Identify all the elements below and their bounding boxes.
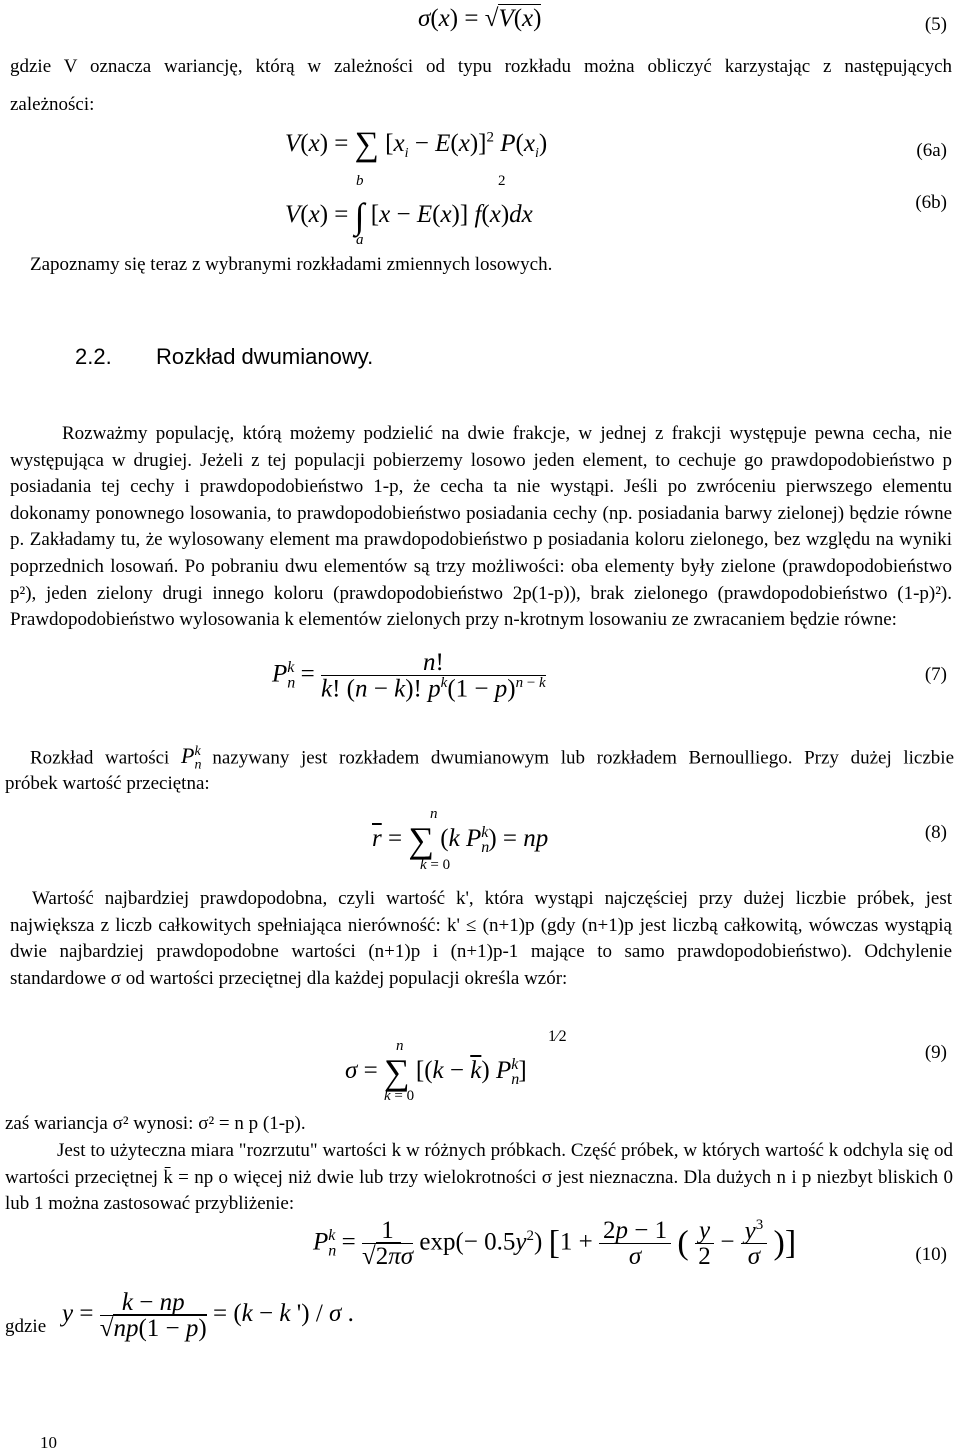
variance-line: zaś wariancja σ² wynosi: σ² = n p (1-p). [5, 1113, 306, 1134]
page-number: 10 [40, 1433, 57, 1452]
equation-number-6b: (6b) [915, 192, 947, 213]
sum-lower-k0: k = 0 [420, 857, 451, 873]
section-heading [75, 344, 373, 370]
equation-7: $P_n^k$ = $\frac{n!}{k! (n - k)! p^k(1 - p)^{n - k}}$ [272, 649, 546, 703]
equation-8: $\overline{r}$ = ∑ (k $P_n^k$) = np [372, 820, 549, 860]
section-number: 2.2. [75, 344, 112, 369]
equation-10: $P_n^k$ = $\frac{1}{√2\pi\sigma}$ $\exp(- 0.5y^2)$ [1 + $\frac{2p - 1}{\sigma}$ ( $\frac{y}{2}$ − $\frac{y^3}{\sigma}$ )] [313, 1217, 797, 1271]
rozklad-after: nazywany jest rozkładem dwumianowym lub rozkładem Bernoulliego. Przy dużej liczbie [212, 747, 955, 769]
equation-number-5: (5) [924, 14, 947, 35]
intro-line-1: gdzie V oznacza wariancję, którą w zależności od typu rozkładu można obliczyć karzystając z następujących [10, 56, 952, 77]
sum-upper-n: n [430, 806, 438, 822]
exponent-2: 2 [498, 173, 506, 189]
rozklad-line-2: próbek wartość przeciętna: [5, 773, 210, 794]
rozklad-before: Rozkład wartości [30, 747, 170, 769]
equation-5: σ(x) = √V(x) [418, 5, 542, 32]
binomial-paragraph: Rozważmy populację, którą możemy podzielić na dwie frakcje, w jednej z frakcji występuje pewna cecha, nie występująca w drugiej. Jeżeli z tej populacji pobierzemy losowo jeden element, to cechuje go prawdopodobieństwo p posiadania tej cechy i prawdopodobieństwo 1-p, że cecha ta nie wystąpi. Jeśli po zwróceniu pierwszego elementu dokonamy ponownego losowania, to prawdopodobieństwo posiadania cechy (np. posiadania barwy zielonej) będzie równe p. Zakładamy tu, że wylosowany element ma prawdopodobieństwo p posiadania koloru zielonego, bez względu na wyniki poprzednich losowań. Po pobraniu dwu elementów są trzy możliwości: oba elementy były zielone (prawdopodobieństwo p²), jeden zielony drugi innego koloru (prawdopodobieństwo 2p(1-p)), brak zielonego (prawdopodobieństwo (1-p)²). Prawdopodobieństwo wylosowania k elementów zielonych przy n-krotnym losowaniu ze zwracaniem będzie równe: [10, 423, 952, 631]
equation-6b: V(x) = ∫ [x − E(x)] f(x)dx [285, 196, 533, 236]
equation-number-9: (9) [924, 1042, 947, 1063]
equation-number-10: (10) [915, 1244, 947, 1265]
rozklad-symbol: $P_n^k$ [181, 743, 202, 773]
sum-lower-k0-9: k = 0 [384, 1088, 415, 1104]
transition-paragraph: Zapoznamy się teraz z wybranymi rozkładami zmiennych losowych. [30, 254, 553, 275]
exponent-half: 1⁄2 [548, 1028, 567, 1045]
equation-number-8: (8) [924, 822, 947, 843]
equation-9: σ = ∑ [$(k - \overline{k})$ $P_n^k$] [345, 1052, 527, 1092]
equation-number-6a: (6a) [916, 140, 947, 161]
measure-paragraph: Jest to użyteczna miara "rozrzutu" wartości k w różnych próbkach. Część próbek, w których wartość k odchyla się od wartości przeciętnej k̄ = np o więcej niż dwie lub trzy wielokrotności σ jest nieznaczna. Dla dużych n i p niezbyt bliskich 0 lub 1 można zastosować przybliżenie: [5, 1140, 953, 1215]
section-title: Rozkład dwumianowy. [155, 344, 374, 369]
mode-paragraph: Wartość najbardziej prawdopodobna, czyli wartość k', która wystąpi najczęściej przy dużej liczbie próbek, jest największa z liczb całkowitych spełniająca nierówność: k' ≤ (n+1)p (gdy (n+1)p jest liczbą całkowitą, wówczas wystąpią dwie najbardziej prawdopodobne wartości (n+1)p i (n+1)p-1 mające to samo prawdopodobieństwo). Odchylenie standardowe σ od wartości przeciętnej dla każdej populacji określa wzór: [10, 888, 952, 989]
equation-number-7: (7) [924, 664, 947, 685]
integral-lower-a: a [356, 232, 364, 248]
sum-upper-n-9: n [396, 1038, 404, 1054]
equation-6a: V(x) = ∑ $[x_i - E(x)]^2$ $P(x_i)$ [285, 126, 548, 163]
gdzie-label: gdzie [5, 1316, 47, 1337]
equation-y: y = $\frac{k - np}{√np(1 - p)}$ = (k − k ') / σ . [62, 1289, 354, 1342]
intro-line-2: zależności: [10, 94, 95, 115]
integral-upper-b: b [356, 173, 364, 189]
